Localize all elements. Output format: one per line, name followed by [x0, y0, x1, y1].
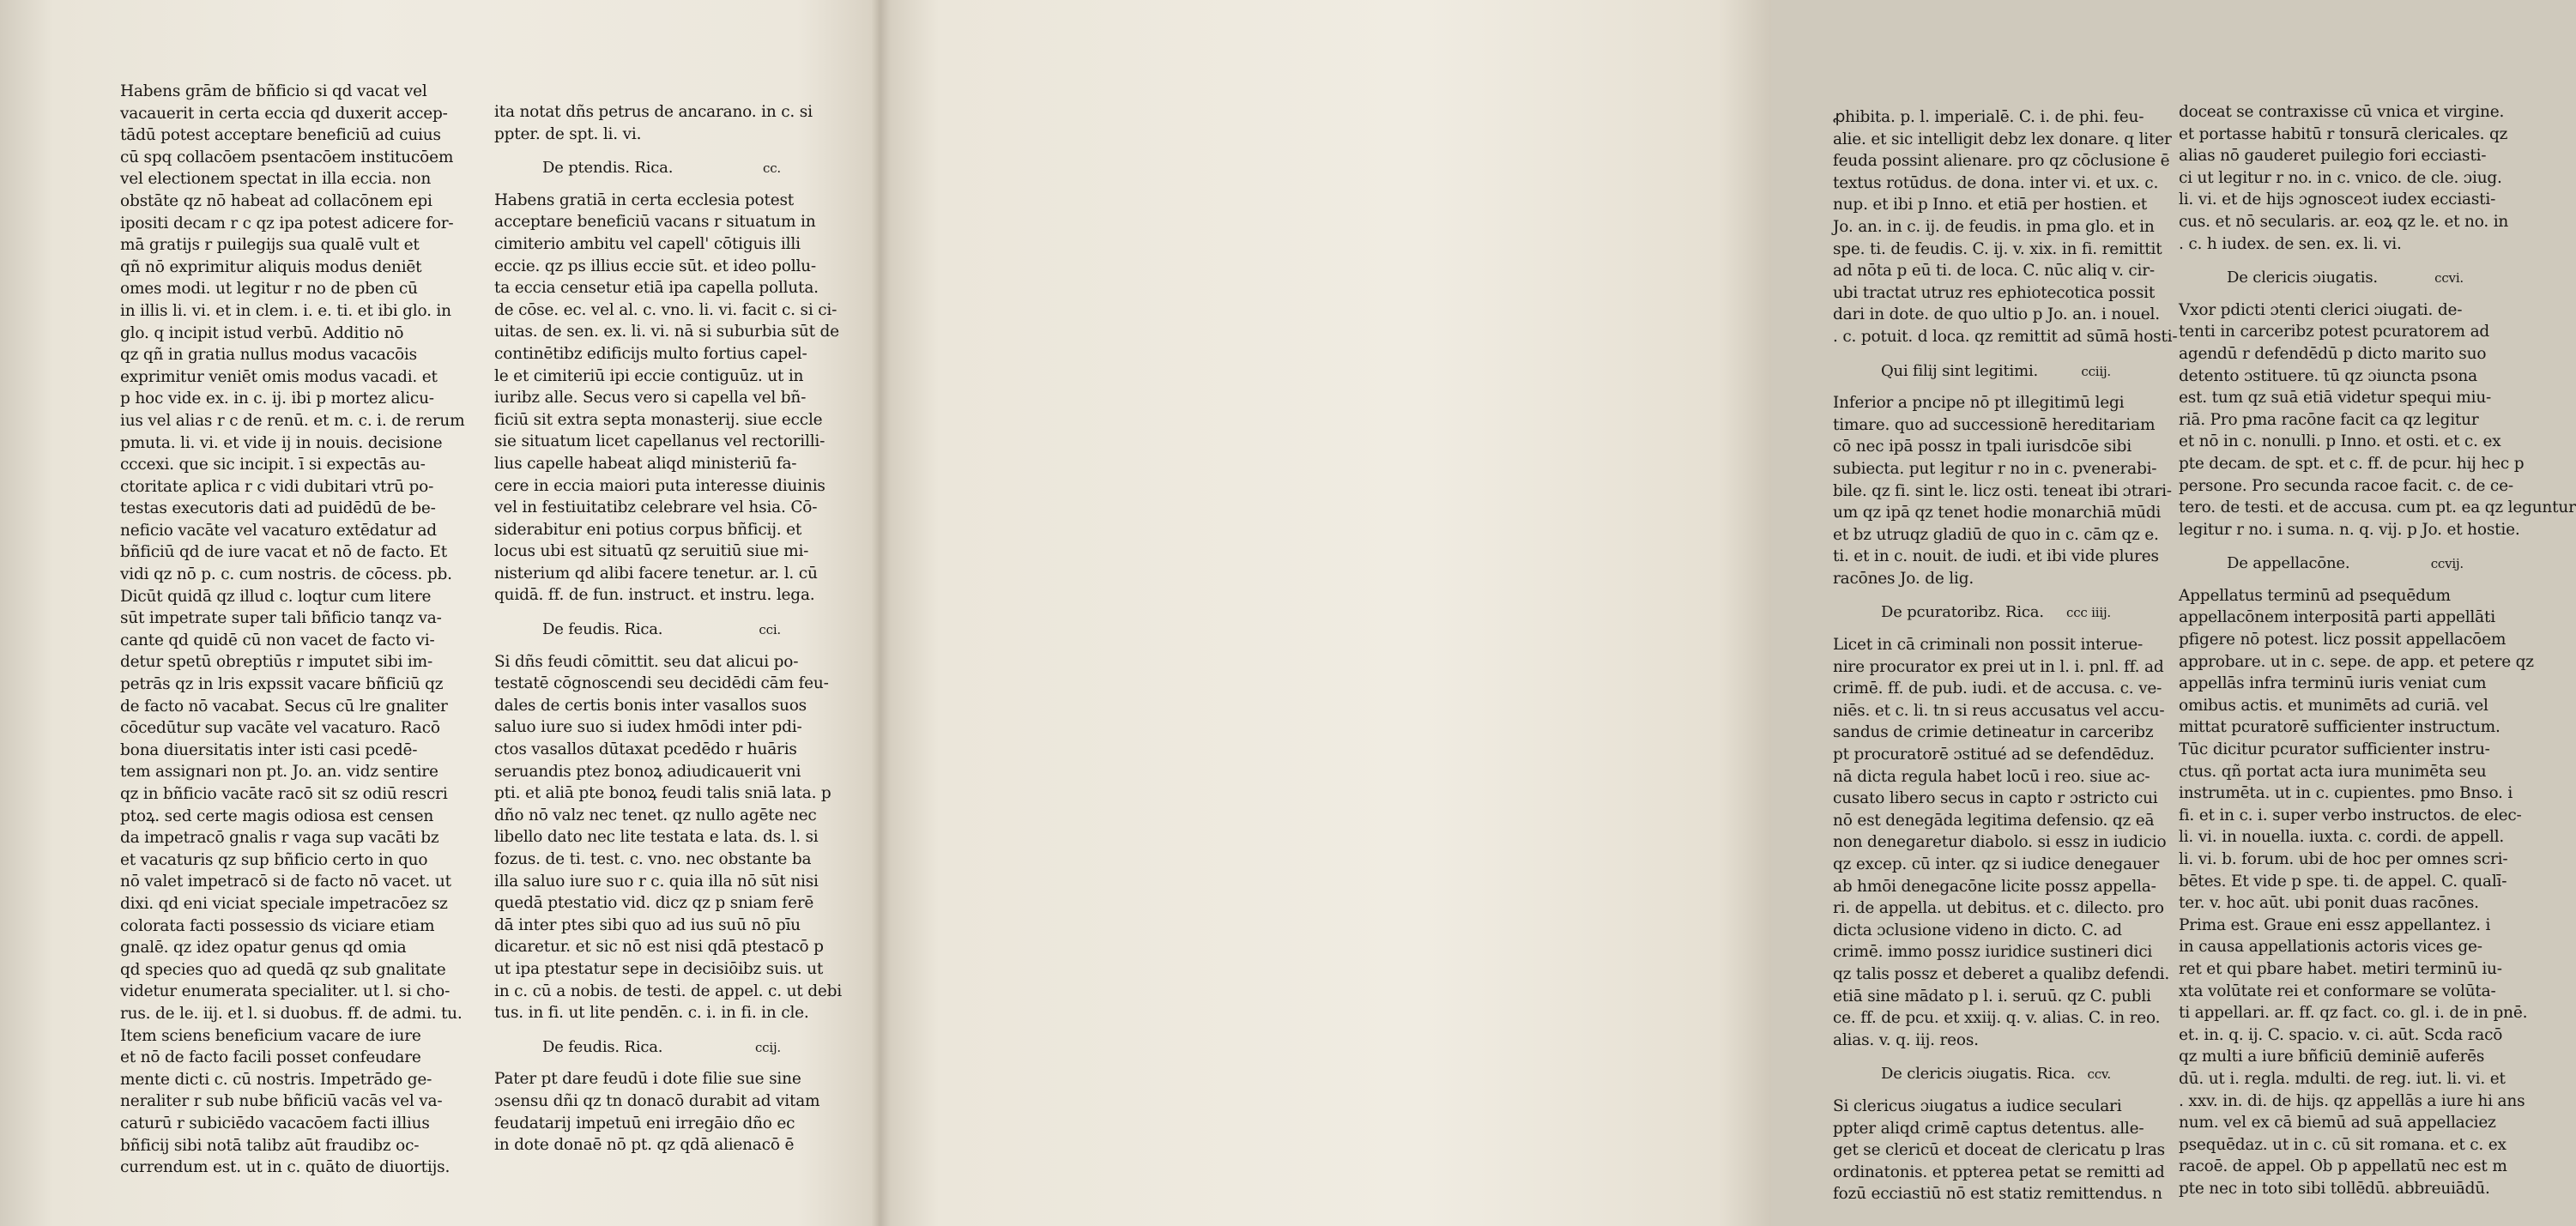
text-line: timare. quo ad successionē hereditariam	[1833, 415, 2156, 434]
text-line: cccexi. que sic incipit. ī si expectās au-	[120, 456, 426, 474]
text-line: colorata facti possessio ds viciare etiam	[120, 916, 435, 935]
text-line: neficio vacāte vel vacaturo extēdatur ad	[120, 521, 437, 540]
text-line: tus. in fi. ut lite pendēn. c. i. in fi. in cle.	[494, 1004, 809, 1023]
text-line: pte nec in toto sibi tollēdū. abbreuiādū.	[2179, 1179, 2490, 1198]
text-line: ipositi decam r c qz ipa potest adicere for-	[120, 214, 454, 233]
text-line: locus ubi est situatū qz seruitiū siue mi-	[494, 542, 809, 561]
text-line: qñ nō exprimitur aliquis modus deniēt	[120, 257, 422, 276]
text-line: ce. ff. de pcu. et xxiij. q. v. alias. C. in reo.	[1833, 1009, 2161, 1028]
text-line: Vxor pdicti ɔtenti clerici ɔiugati. de-	[2179, 300, 2463, 319]
text-line: alias. v. q. iij. reos.	[1833, 1030, 1979, 1049]
text-line: Habens gratiā in certa ecclesia potest	[494, 190, 794, 209]
section-heading	[2179, 553, 2469, 575]
text-line: p hoc vide ex. in c. ij. ibi p mortez alicu-	[120, 390, 434, 408]
text-line: bñficij sibi notā talibz aūt fraudibz oc-	[120, 1136, 420, 1155]
column-4-top	[2179, 101, 2509, 255]
text-line: libello dato nec lite testata e lata. ds. l. si	[494, 828, 819, 847]
text-line: et nō de facto facili posset confeudare	[120, 1048, 421, 1067]
text-line: ut ipa ptestatur sepe in decisiōibz suis. ut	[494, 959, 824, 978]
text-line: vel electionem spectat in illa eccia. non	[120, 170, 432, 189]
heading-number: cciij.	[2081, 363, 2111, 379]
right-page	[870, 0, 2576, 1226]
text-line: le et cimiteriū ipi eccie contiguūz. ut in	[494, 366, 804, 385]
text-line: obstāte qz nō habeat ad collacōnem epi	[120, 191, 432, 210]
column-2-top	[494, 101, 813, 145]
text-line: ꝓhibita. p. l. imperialē. C. i. de phi. feu-	[1833, 108, 2144, 126]
section-body	[1833, 634, 2170, 1051]
text-line: fi. et in c. i. super verbo instructos. de elec-	[2179, 806, 2522, 824]
text-line: et vacaturis qz sup bñficio certo in quo	[120, 850, 428, 869]
text-line: uitas. de sen. ex. li. vi. nā si suburbia sūt de	[494, 323, 839, 341]
text-line: Dicūt quidā qz illud c. loqtur cum litere	[120, 587, 432, 606]
text-line: cū spq collacōem psentacōem institucōem	[120, 148, 454, 166]
section-heading	[494, 157, 786, 179]
text-line: nire procurator ex prei ut in l. i. pnl. ff. ad	[1833, 657, 2164, 676]
text-line: Jo. an. in c. ij. de feudis. in pma glo. et in	[1833, 217, 2155, 236]
text-line: et bz utruqz gladiū de quo in c. cām qz e.	[1833, 525, 2159, 544]
text-line: caturū r subiciēdo vacacōem facti illius	[120, 1114, 430, 1132]
heading-title: De pcuratoribz. Rica.	[1881, 603, 2044, 622]
text-line: num. vel ex cā biemū ad suā appellaciez	[2179, 1114, 2496, 1132]
text-line: pti. et aliā pte bonoꝝ feudi talis sniā lata. p	[494, 784, 831, 803]
text-line: et portasse habitū r tonsurā clericales. qz	[2179, 124, 2508, 143]
column-3	[1833, 106, 2178, 1205]
text-line: ta eccia censetur etiā ipa capella polluta.	[494, 279, 819, 298]
heading-title: De appellacōne.	[2227, 554, 2350, 573]
section-body	[494, 651, 842, 1024]
text-line: exprimitur veniēt omis modus vacadi. et	[120, 367, 438, 386]
text-line: ctoritate aplica r c vidi dubitari vtrū po-	[120, 477, 434, 496]
text-line: et nō in c. nonulli. p Inno. et osti. et c. ex	[2179, 432, 2501, 451]
text-line: bona diuersitatis inter isti casi pcedē-	[120, 740, 418, 759]
text-line: petrās qz in lris expssit vacare bñficiū qz	[120, 675, 444, 694]
column-1	[120, 81, 465, 1179]
text-line: Tūc dicitur pcurator sufficienter instru-	[2179, 740, 2490, 759]
text-line: seruandis ptez bonoꝝ adiudicauerit vni	[494, 762, 801, 781]
text-line: da impetracō gnalis r vaga sup vacāti bz	[120, 829, 439, 848]
section-heading	[1833, 1063, 2116, 1085]
text-line: quidā. ff. de fun. instruct. et instru. lega.	[494, 586, 815, 605]
heading-number: ccc iiij.	[2066, 605, 2111, 621]
text-line: cus. et nō secularis. ar. eoꝝ qz le. et no. in	[2179, 212, 2509, 231]
text-line: alias nō gauderet puilegio fori ecciasti-	[2179, 147, 2487, 166]
heading-title: De clericis ɔiugatis. Rica.	[1881, 1065, 2076, 1084]
text-line: dicaretur. et sic nō est nisi qdā ptestacō p	[494, 938, 824, 957]
text-line: cōcedūtur sup vacāte vel vacaturo. Racō	[120, 719, 440, 738]
text-line: li. vi. b. forum. ubi de hoc per omnes scri-	[2179, 850, 2508, 868]
text-line: ti appellari. ar. ff. qz fact. co. gl. i. de in pnē.	[2179, 1004, 2528, 1023]
column-2	[494, 101, 842, 1157]
text-line: fozus. de ti. test. c. vno. nec obstante ba	[494, 850, 812, 868]
text-line: ptoꝝ. sed certe magis odiosa est censen	[120, 806, 434, 825]
text-line: in c. cū a nobis. de testi. de appel. c. ut debi	[494, 981, 842, 1000]
text-line: bētes. Et vide p spe. ti. de appel. C. qualī-	[2179, 872, 2507, 891]
text-line: acceptare beneficiū vacans r situatum in	[494, 213, 816, 232]
text-line: crimē. immo possz iuridice sustineri dici	[1833, 943, 2153, 962]
text-line: Si clericus ɔiugatus a iudice seculari	[1833, 1096, 2122, 1115]
text-line: continētibz edificijs multo fortius capel-	[494, 344, 807, 363]
heading-number: ccv.	[2087, 1066, 2111, 1083]
text-line: mittat pcuratorē sufficienter instructum.	[2179, 718, 2500, 737]
text-line: mā gratijs r puilegijs sua qualē vult et	[120, 236, 420, 255]
text-line: pt procuratorē ɔstitué ad se defendēduz.	[1833, 746, 2155, 764]
text-line: instrumēta. ut in c. cupientes. pmo Bnso. i	[2179, 784, 2513, 803]
text-line: ppter aliqd crimē captus detentus. alle-	[1833, 1119, 2144, 1138]
section-body	[1833, 392, 2172, 589]
text-line: tero. de testi. et de accusa. cum pt. ea qz leguntur	[2179, 498, 2576, 517]
text-line: Appellatus terminū ad psequēdum	[2179, 586, 2451, 605]
text-line: in causa appellationis actoris vices ge-	[2179, 938, 2482, 957]
text-line: ab hmōi denegacōne licite possz appella-	[1833, 877, 2156, 896]
text-line: de facto nō vacabat. Secus cū lre gnaliter	[120, 697, 448, 716]
text-line: ius vel alias r c de renū. et m. c. i. de rerum	[120, 411, 465, 430]
text-line: et. in. q. ij. C. spacio. v. ci. aūt. Scda racō	[2179, 1025, 2503, 1044]
text-line: ordinatonis. et ppterea petat se remitti ad	[1833, 1163, 2165, 1181]
text-line: Si dñs feudi cōmittit. seu dat alicui po-	[494, 652, 799, 671]
text-line: ad nōta p eū ti. de loca. C. nūc aliq v. cir-	[1833, 262, 2155, 281]
text-line: fozū ecciastiū nō est statiz remittendus. n	[1833, 1185, 2162, 1204]
text-line: nisterium qd alibi facere tenetur. ar. l. cū	[494, 564, 818, 583]
text-line: bile. qz fi. sint le. licz osti. teneat ibi ɔtrari-	[1833, 481, 2172, 500]
text-line: cere in eccia maiori puta interesse diuinis	[494, 476, 825, 495]
text-line: tenti in carceribz potest pcuratorem ad	[2179, 323, 2490, 341]
text-line: testas executoris dati ad puidēdū de be-	[120, 499, 436, 518]
text-line: dā inter ptes sibi quo ad ius suū nō pīu	[494, 915, 801, 934]
text-line: approbare. ut in c. sepe. de app. et petere qz	[2179, 652, 2534, 671]
section-body	[2179, 299, 2576, 541]
column-3-top	[1833, 106, 2178, 348]
text-line: racoē. de appel. Ob p appellatū nec est m	[2179, 1157, 2507, 1176]
text-line: detento ɔstituere. tū qz ɔiuncta psona	[2179, 366, 2477, 385]
text-line: . c. potuit. d loca. qz remittit ad sūmā hosti-	[1833, 327, 2178, 346]
text-line: de cōse. ec. vel al. c. vno. li. vi. facit c. si ci-	[494, 300, 838, 319]
text-line: nō valet impetracō si de facto nō vacet. ut	[120, 873, 451, 891]
column-4	[2179, 101, 2576, 1200]
text-line: alie. et sic intelligit debz lex donare. q liter	[1833, 130, 2172, 148]
heading-number: ccij.	[754, 1039, 781, 1055]
text-line: qz talis possz et deberet a qualibz defendi.	[1833, 964, 2170, 983]
text-line: pmuta. li. vi. et vide ij in nouis. decisione	[120, 433, 443, 452]
left-page	[0, 0, 870, 1226]
text-line: dixi. qd eni viciat speciale impetracōez sz	[120, 894, 448, 913]
heading-title: Qui filij sint legitimi.	[1881, 361, 2039, 380]
text-line: qz qñ in gratia nullus modus vacacōis	[120, 346, 417, 365]
text-line: um qz ipā qz tenet hodie monarchiā mūdi	[1833, 504, 2162, 522]
text-line: tem assignari non pt. Jo. an. vidz sentire	[120, 763, 438, 782]
text-line: illa saluo iure suo r c. quia illa nō sūt nisi	[494, 872, 819, 891]
text-line: lius capelle habeat aliqd ministeriū fa-	[494, 454, 797, 473]
text-line: dū. ut i. regla. mdulti. de reg. iut. li. vi. et	[2179, 1069, 2506, 1088]
text-line: textus rotūdus. de dona. inter vi. et ux. c.	[1833, 173, 2159, 192]
text-line: etiā sine mādato p l. i. seruū. qz C. publi	[1833, 987, 2151, 1006]
text-line: li. vi. in nouella. iuxta. c. cordi. de appell.	[2179, 828, 2505, 847]
section-heading	[2179, 267, 2469, 289]
text-line: spe. ti. de feudis. C. ij. v. xix. in fi. remittit	[1833, 239, 2162, 258]
heading-title: De clericis ɔiugatis.	[2227, 269, 2378, 287]
text-line: Item sciens beneficium vacare de iure	[120, 1026, 421, 1045]
text-line: ɔsensu dñi qz tn donacō durabit ad vitam	[494, 1091, 820, 1110]
text-line: dari in dote. de quo ultio p Jo. an. i nouel.	[1833, 305, 2160, 324]
heading-title: De feudis. Rica.	[542, 620, 663, 639]
text-line: dicta ɔclusione videno in dicto. C. ad	[1833, 921, 2122, 939]
section-body	[494, 190, 839, 607]
text-line: nō est denegāda legitima defensio. qz eā	[1833, 811, 2155, 830]
text-line: ctos vasallos dūtaxat pcedēdo r huāris	[494, 740, 797, 759]
heading-number: cc.	[763, 160, 781, 177]
text-line: sandus de crimie detineatur in carceribz	[1833, 723, 2154, 742]
text-line: riā. Pro pma racōne facit ca qz legitur	[2179, 410, 2479, 429]
text-line: ret et qui pbare habet. metiri terminū iu-	[2179, 959, 2502, 978]
text-line: testatē cōgnoscendi seu decidēdi cām feu-	[494, 674, 829, 693]
text-line: nā dicta regula habet locū i reo. siue ac-	[1833, 767, 2150, 786]
text-line: feudatarij impetuū eni irregāio dño ec	[494, 1114, 795, 1132]
section-heading	[1833, 601, 2116, 624]
text-line: dales de certis bonis inter vasallos suos	[494, 696, 807, 715]
text-line: cante qd quidē cū non vacet de facto vi-	[120, 631, 435, 649]
text-line: omibus actis. et munimēts ad curiā. vel	[2179, 696, 2488, 715]
text-line: persone. Pro secunda racoe facit. c. de ce-	[2179, 476, 2513, 495]
column-1-body	[120, 81, 465, 1179]
text-line: glo. q incipit istud verbū. Additio nō	[120, 323, 404, 342]
text-line: appellās infra terminū iuris veniat cum	[2179, 674, 2487, 693]
section-body	[1833, 1096, 2165, 1205]
text-line: iuribz alle. Secus vero si capella vel bñ-	[494, 389, 807, 408]
text-line: tādū potest acceptare beneficiū ad cuius	[120, 126, 441, 145]
text-line: ita notat dñs petrus de ancarano. in c. si	[494, 103, 813, 121]
text-line: racōnes Jo. de lig.	[1833, 569, 1974, 588]
text-line: saluo iure suo si iudex hmōdi inter pdi-	[494, 718, 802, 737]
text-line: sūt impetrate super tali bñficio tanqz va-	[120, 609, 442, 628]
text-line: bñficiū qd de iure vacat et nō de facto. Et	[120, 543, 447, 562]
text-line: non denegaretur diabolo. si essz in iudicio	[1833, 833, 2167, 852]
text-line: ter. v. hoc aūt. ubi ponit duas racōnes.	[2179, 894, 2479, 913]
text-line: agendū r defendēdū p dicto marito suo	[2179, 344, 2487, 363]
text-line: crimē. ff. de pub. iudi. et de accusa. c. ve-	[1833, 679, 2162, 698]
text-line: psequēdaz. ut in c. cū sit romana. et c. ex	[2179, 1135, 2506, 1154]
text-line: doceat se contraxisse cū vnica et virgine.	[2179, 103, 2505, 121]
text-line: est. tum qz suā etiā videtur spequi miu-	[2179, 389, 2492, 408]
section-heading	[494, 619, 786, 641]
text-line: rus. de le. iij. et l. si duobus. ff. de admi. tu.	[120, 1004, 463, 1023]
text-line: xta volūtate rei et conformare se volūta-	[2179, 981, 2496, 1000]
text-line: get se clericū et doceat de clericatu p lras	[1833, 1141, 2165, 1160]
text-line: ti. et in c. nouit. de iudi. et ibi vide plures	[1833, 547, 2159, 566]
text-line: eccie. qz ps illius eccie sūt. et ideo pollu-	[494, 257, 816, 275]
text-line: subiecta. put legitur r no in c. pvenerabi-	[1833, 459, 2157, 478]
text-line: neraliter r sub nube bñficiū vacās vel va-	[120, 1092, 443, 1111]
text-line: ficiū sit extra septa monasterij. siue eccle	[494, 410, 823, 429]
text-line: cusato libero secus in capto r ɔstricto cui	[1833, 789, 2158, 808]
text-line: ri. de appella. ut debitus. et c. dilecto. pro	[1833, 899, 2164, 918]
text-line: videtur enumerata specialiter. ut l. si cho-	[120, 982, 450, 1001]
text-line: mente dicti c. cū nostris. Impetrādo ge-	[120, 1070, 432, 1089]
text-line: omes modi. ut legitur r no de pben cū	[120, 280, 418, 299]
heading-title: De ptendis. Rica.	[542, 159, 674, 178]
text-line: cimiterio ambitu vel capell' cōtiguis illi	[494, 234, 801, 253]
text-line: li. vi. et de hijs ɔgnosceɔt iudex ecciasti-	[2179, 190, 2496, 209]
text-line: qz in bñficio vacāte racō sit sz odiū rescri	[120, 785, 448, 803]
heading-number: cci.	[759, 622, 781, 638]
heading-number: ccvi.	[2434, 270, 2464, 287]
text-line: quedā ptestatio vid. dicz qz p sniam ferē	[494, 894, 814, 913]
section-heading	[1833, 360, 2116, 383]
text-line: ppter. de spt. li. vi.	[494, 124, 642, 143]
text-line: detur spetū obreptiūs r imputet sibi im-	[120, 653, 433, 672]
text-line: dño nō valz nec tenet. qz nullo agēte nec	[494, 806, 817, 824]
text-line: nup. et ibi p Inno. et etiā per hostien. et	[1833, 196, 2147, 214]
text-line: ctus. qñ portat acta iura munimēta seu	[2179, 762, 2487, 781]
text-line: cō nec ipā possz in tpali iurisdcōe sibi	[1833, 438, 2132, 456]
text-line: ubi tractat utruz res ephiotecotica possit	[1833, 283, 2156, 302]
section-body	[2179, 585, 2534, 1200]
text-line: . c. h iudex. de sen. ex. li. vi.	[2179, 234, 2402, 253]
section-body	[494, 1068, 820, 1156]
heading-number: ccvij.	[2430, 556, 2464, 572]
text-line: qz multi a iure bñficiū deminiē auferēs	[2179, 1048, 2485, 1066]
text-line: . xxv. in. di. de hijs. qz appellās a iure hi ans	[2179, 1091, 2525, 1110]
text-line: vel in festiuitatibz celebrare vel hsia. Cō-	[494, 498, 818, 517]
text-line: niēs. et c. li. tn si reus accusatus vel accu-	[1833, 701, 2165, 720]
text-line: pfigere nō potest. licz possit appellacōem	[2179, 631, 2506, 649]
text-line: pte decam. de spt. et c. ff. de pcur. hij hec p	[2179, 454, 2525, 473]
text-line: Inferior a pncipe nō pt illegitimū legi	[1833, 394, 2125, 413]
text-line: currendum est. ut in c. quāto de diuortijs.	[120, 1158, 450, 1177]
text-line: qz excep. cū inter. qz si iudice denegauer	[1833, 855, 2160, 873]
text-line: in dote donaē nō pt. qz qdā alienacō ē	[494, 1136, 795, 1155]
text-line: siderabitur eni potius corpus bñficij. et	[494, 520, 802, 539]
text-line: feuda possint alienare. pro qz cōclusione ē	[1833, 152, 2170, 171]
section-heading	[494, 1036, 786, 1059]
text-line: appellacōnem interpositā parti appellāti	[2179, 608, 2495, 627]
text-line: vidi qz nō p. c. cum nostris. de cōcess. pb.	[120, 565, 452, 584]
text-line: vacauerit in certa eccia qd duxerit accep-	[120, 104, 448, 123]
text-line: qd species quo ad quedā qz sub gnalitate	[120, 960, 446, 979]
text-line: in illis li. vi. et in clem. i. e. ti. et ibi glo. in	[120, 301, 451, 320]
text-line: legitur r no. i suma. n. q. vij. p Jo. et hostie.	[2179, 520, 2520, 539]
text-line: Licet in cā criminali non possit interue-	[1833, 636, 2144, 655]
text-line: ci ut legitur r no. in c. vnico. de cle. ɔiug.	[2179, 168, 2502, 187]
text-line: Prima est. Graue eni essz appellantez. i	[2179, 915, 2491, 934]
text-line: Habens grām de bñficio si qd vacat vel	[120, 82, 427, 100]
text-line: sie situatum licet capellanus vel rectorilli-	[494, 432, 825, 451]
text-line: Pater pt dare feudū i dote filie sue sine	[494, 1070, 801, 1089]
heading-title: De feudis. Rica.	[542, 1037, 663, 1056]
text-line: gnalē. qz idez opatur genus qd omia	[120, 939, 407, 957]
